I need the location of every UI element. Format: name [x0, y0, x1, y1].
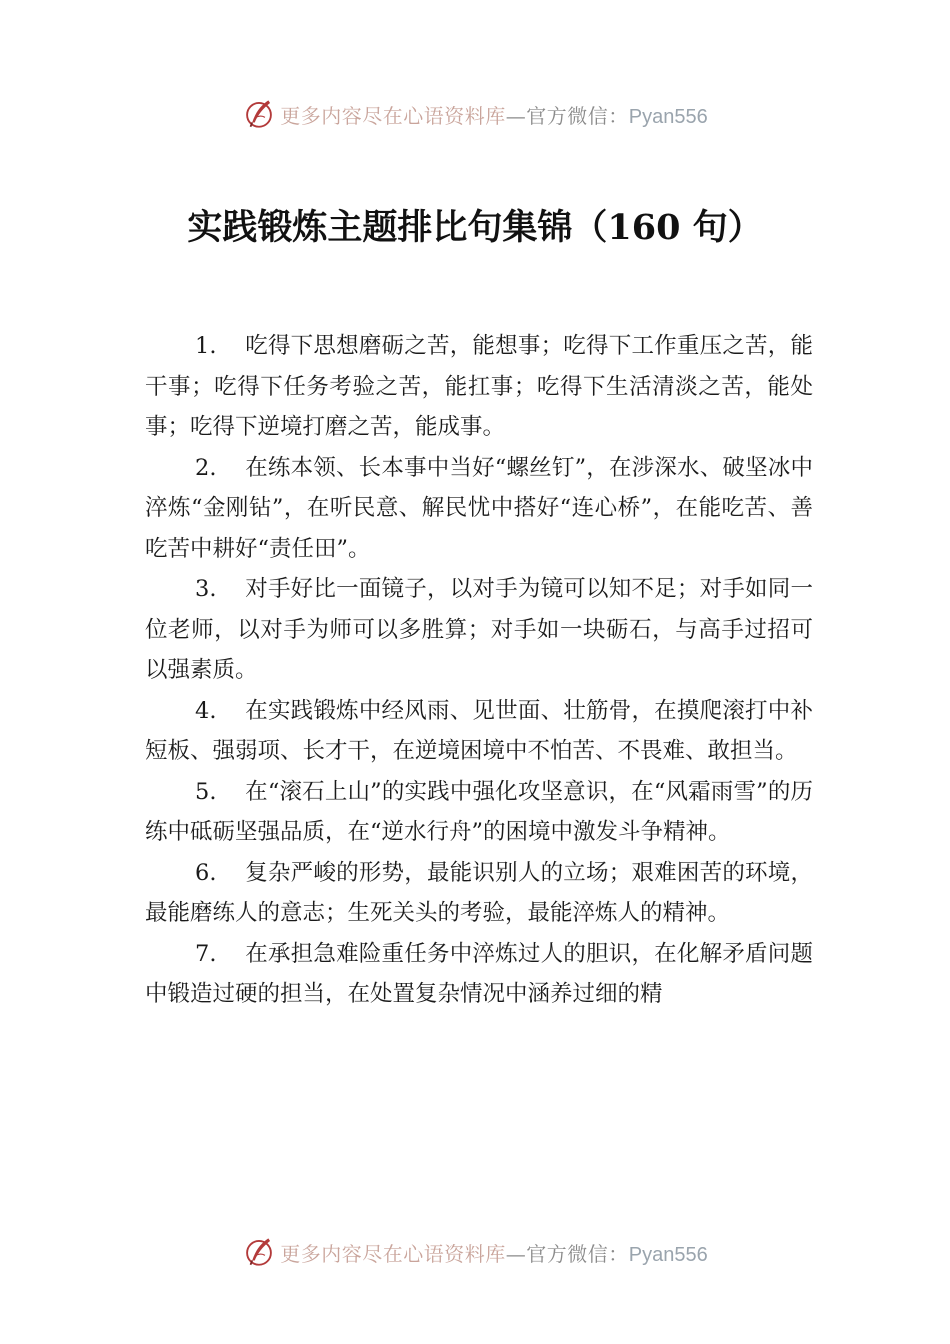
paragraph-number: 1. — [195, 333, 217, 359]
header-brand-text: 更多内容尽在心语资料库 — [280, 103, 506, 128]
paragraph-3 — [145, 569, 813, 691]
footer-separator: — — [505, 1241, 527, 1266]
paragraph-4 — [145, 691, 813, 772]
paragraph-text: 在实践锻炼中经风雨、见世面、壮筋骨，在摸爬滚打中补短板、强弱项、长才干，在逆境困境中不怕苦、不畏难、敢担当。 — [145, 697, 813, 764]
paragraph-2 — [145, 448, 813, 570]
paragraph-1 — [145, 326, 813, 448]
paragraph-5 — [145, 772, 813, 853]
header-watermark — [0, 94, 950, 134]
footer-watermark — [0, 1232, 950, 1272]
paragraph-number: 3. — [195, 576, 217, 602]
document-title: 实践锻炼主题排比句集锦（160 句） — [187, 207, 763, 248]
header-separator: — — [505, 103, 527, 128]
footer-wechat-id: Pyan556 — [628, 1243, 708, 1266]
paragraph-text: 吃得下思想磨砺之苦，能想事；吃得下工作重压之苦，能干事；吃得下任务考验之苦，能扛事；吃得下生活清淡之苦，能处事；吃得下逆境打磨之苦，能成事。 — [145, 333, 813, 440]
paragraph-number: 7. — [195, 940, 217, 967]
paragraph-number: 2. — [195, 454, 217, 481]
header-wechat-label: 官方微信： — [526, 103, 629, 128]
paragraph-text: 复杂严峻的形势，最能识别人的立场；艰难困苦的环境，最能磨练人的意志；生死关头的考验，最能淬炼人的精神。 — [145, 859, 813, 926]
paragraph-text: 在练本领、长本事中当好“螺丝钉”，在涉深水、破坚冰中淬炼“金刚钻”，在听民意、解民忧中搭好“连心桥”，在能吃苦、善吃苦中耕好“责任田”。 — [145, 454, 813, 562]
quill-pen-logo-icon — [242, 97, 276, 131]
paragraph-text: 在承担急难险重任务中淬炼过人的胆识，在化解矛盾问题中锻造过硬的担当，在处置复杂情况中涵养过细的精 — [145, 940, 813, 1007]
footer-brand-text: 更多内容尽在心语资料库 — [280, 1241, 506, 1266]
paragraph-number: 4. — [195, 697, 217, 724]
paragraph-text: 对手好比一面镜子，以对手为镜可以知不足；对手如同一位老师，以对手为师可以多胜算；对手如一块砺石，与高手过招可以强素质。 — [145, 576, 813, 683]
paragraph-text: 在“滚石上山”的实践中强化攻坚意识，在“风霜雨雪”的历练中砥砺坚强品质，在“逆水行舟”的困境中激发斗争精神。 — [145, 778, 813, 845]
footer-wechat-label: 官方微信： — [526, 1241, 629, 1266]
quill-pen-logo-icon — [242, 1235, 276, 1269]
paragraph-number: 6. — [195, 859, 217, 886]
paragraph-7 — [145, 934, 813, 1015]
paragraph-number: 5. — [195, 778, 217, 805]
paragraph-6 — [145, 853, 813, 934]
document-body — [145, 326, 813, 1015]
header-wechat-id: Pyan556 — [628, 105, 708, 128]
